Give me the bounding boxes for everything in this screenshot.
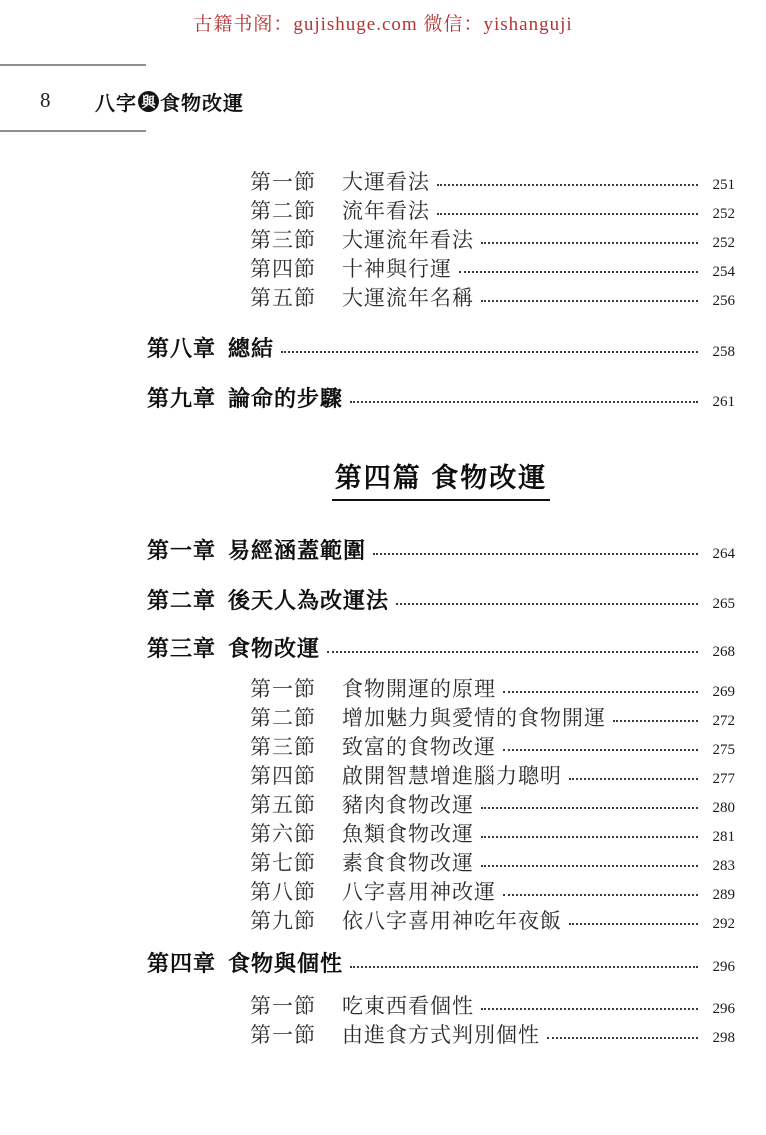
toc-section-row — [147, 253, 735, 282]
dot-leader — [350, 401, 698, 403]
dot-leader — [481, 836, 698, 838]
toc-section-row — [147, 282, 735, 311]
page-number: 298 — [712, 1030, 735, 1046]
page-number: 281 — [712, 829, 735, 845]
dot-leader — [503, 894, 698, 896]
page-number: 269 — [712, 684, 735, 700]
toc-section-row — [147, 673, 735, 702]
section-title: 依八字喜用神吃年夜飯 — [342, 910, 562, 933]
page-number: 265 — [712, 596, 735, 612]
running-head-title-suffix: 食物改運 — [160, 93, 244, 115]
section-title: 八字喜用神改運 — [342, 881, 496, 904]
section-title: 增加魅力與愛情的食物開運 — [342, 707, 606, 730]
table-of-contents — [147, 166, 735, 1048]
page-number: 296 — [712, 959, 735, 975]
section-title: 啟開智慧增進腦力聰明 — [342, 765, 562, 788]
section-label: 第一節 — [250, 678, 316, 701]
dot-leader — [503, 749, 698, 751]
dot-leader — [437, 184, 698, 186]
chapter-title: 食物改運 — [228, 636, 321, 661]
dot-leader — [327, 651, 698, 653]
page-number: 252 — [712, 235, 735, 251]
toc-section-row — [147, 702, 735, 731]
page-number: 264 — [712, 546, 735, 562]
toc-section-row — [147, 224, 735, 253]
section-label: 第三節 — [250, 736, 316, 759]
dot-leader — [569, 778, 698, 780]
page-number: 251 — [712, 177, 735, 193]
chapter-label: 第九章 — [147, 386, 217, 411]
yu-circle-badge: 與 — [138, 91, 159, 112]
toc-chapter-row — [147, 534, 735, 564]
section-label: 第九節 — [250, 910, 316, 933]
toc-chapter-row — [147, 382, 735, 412]
page-number: 272 — [712, 713, 735, 729]
toc-section-row — [147, 789, 735, 818]
page-number: 277 — [712, 771, 735, 787]
page-number: 283 — [712, 858, 735, 874]
dot-leader — [396, 603, 698, 605]
toc-section-row — [147, 166, 735, 195]
chapter-label: 第八章 — [147, 336, 217, 361]
dot-leader — [481, 865, 698, 867]
chapter-label: 第一章 — [147, 538, 217, 563]
chapter-label: 第四章 — [147, 951, 217, 976]
toc-section-row — [147, 1019, 735, 1048]
toc-section-row — [147, 990, 735, 1019]
section-label: 第八節 — [250, 881, 316, 904]
section-label: 第六節 — [250, 823, 316, 846]
section-label: 第三節 — [250, 229, 316, 252]
section-title: 食物開運的原理 — [342, 678, 496, 701]
section-title: 由進食方式判別個性 — [342, 1024, 540, 1047]
toc-section-row — [147, 876, 735, 905]
toc-chapter-row — [147, 332, 735, 362]
page-number: 280 — [712, 800, 735, 816]
section-title: 致富的食物改運 — [342, 736, 496, 759]
dot-leader — [569, 923, 698, 925]
toc-chapter-row — [147, 947, 735, 977]
toc-section-row — [147, 905, 735, 934]
page-number: 289 — [712, 887, 735, 903]
section-title: 十神與行運 — [342, 258, 452, 281]
section-title: 吃東西看個性 — [342, 995, 474, 1018]
section-label: 第一節 — [250, 171, 316, 194]
page-number: 254 — [712, 264, 735, 280]
page-number: 256 — [712, 293, 735, 309]
chapter-title: 後天人為改運法 — [228, 588, 390, 613]
section-title: 大運看法 — [342, 171, 430, 194]
section-title: 素食食物改運 — [342, 852, 474, 875]
header-rule-bottom — [0, 130, 146, 132]
section-label: 第七節 — [250, 852, 316, 875]
toc-section-row — [147, 818, 735, 847]
dot-leader — [481, 300, 698, 302]
section-title: 大運流年名稱 — [342, 287, 474, 310]
running-head-title-prefix: 八字 — [95, 93, 137, 115]
page-number: 275 — [712, 742, 735, 758]
chapter-title: 食物與個性 — [228, 951, 344, 976]
chapter-title: 易經涵蓋範圍 — [228, 538, 367, 563]
dot-leader — [481, 242, 698, 244]
section-label: 第四節 — [250, 765, 316, 788]
section-label: 第五節 — [250, 287, 316, 310]
section-title: 流年看法 — [342, 200, 430, 223]
section-label: 第二節 — [250, 200, 316, 223]
dot-leader — [459, 271, 698, 273]
dot-leader — [481, 1008, 698, 1010]
page-number: 292 — [712, 916, 735, 932]
section-title: 大運流年看法 — [342, 229, 474, 252]
dot-leader — [350, 966, 698, 968]
toc-section-row — [147, 760, 735, 789]
section-title: 豬肉食物改運 — [342, 794, 474, 817]
dot-leader — [373, 553, 698, 555]
dot-leader — [481, 807, 698, 809]
toc-chapter-row — [147, 584, 735, 614]
page-number: 268 — [712, 644, 735, 660]
dot-leader — [437, 213, 698, 215]
watermark-text: 古籍书阁：gujishuge.com 微信：yishanguji — [193, 14, 573, 35]
chapter-title: 總結 — [228, 336, 275, 361]
page-number: 296 — [712, 1001, 735, 1017]
part-title: 第四篇 食物改運 — [332, 456, 551, 501]
section-title: 魚類食物改運 — [342, 823, 474, 846]
section-label: 第五節 — [250, 794, 316, 817]
running-head-title — [95, 87, 244, 116]
section-label: 第一節 — [250, 995, 316, 1018]
part-title-wrap — [147, 456, 735, 496]
chapter-label: 第三章 — [147, 636, 217, 661]
section-label: 第二節 — [250, 707, 316, 730]
toc-section-row — [147, 195, 735, 224]
section-label: 第四節 — [250, 258, 316, 281]
dot-leader — [503, 691, 698, 693]
page-number-folio: 8 — [40, 88, 51, 112]
dot-leader — [547, 1037, 698, 1039]
chapter-label: 第二章 — [147, 588, 217, 613]
section-label: 第一節 — [250, 1024, 316, 1047]
toc-section-row — [147, 847, 735, 876]
chapter-title: 論命的步驟 — [228, 386, 344, 411]
page-number: 252 — [712, 206, 735, 222]
page-number: 258 — [712, 344, 735, 360]
page-number: 261 — [712, 394, 735, 410]
dot-leader — [613, 720, 698, 722]
toc-section-row — [147, 731, 735, 760]
dot-leader — [281, 351, 698, 353]
toc-chapter-row — [147, 632, 735, 662]
header-rule-top — [0, 64, 146, 66]
